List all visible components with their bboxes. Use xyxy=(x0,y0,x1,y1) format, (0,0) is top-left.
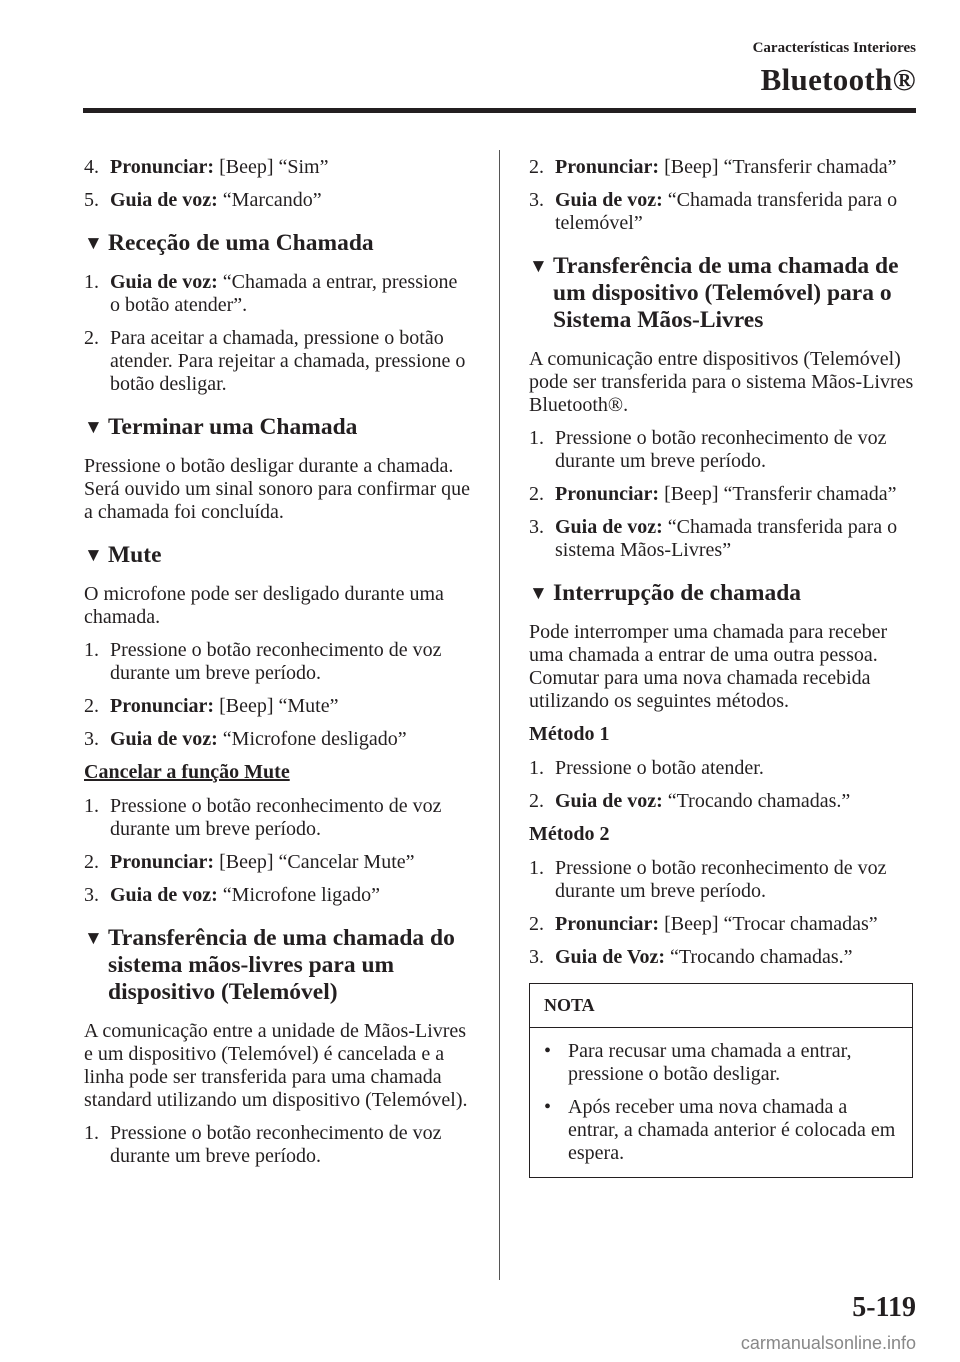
step-label: Pronunciar: xyxy=(110,156,215,178)
triangle-icon: ▼ xyxy=(529,256,548,277)
step-label: Guia de voz: xyxy=(555,189,663,211)
bullet-icon: • xyxy=(544,1096,552,1118)
step-number: 3. xyxy=(84,728,99,750)
step-number: 1. xyxy=(84,639,99,661)
heading-terminar: ▼ Terminar uma Chamada xyxy=(84,414,358,440)
page-number: 5-119 xyxy=(852,1292,916,1323)
step-text xyxy=(110,884,472,907)
step-number: 3. xyxy=(529,516,544,538)
step-number: 3. xyxy=(529,189,544,211)
step-number: 1. xyxy=(84,271,99,293)
step-body: Pressione o botão reconhecimento de voz durante um breve período. xyxy=(555,857,887,902)
step-text xyxy=(110,851,472,874)
step-body: “Chamada a entrar, pressione o botão atender”. xyxy=(110,271,458,316)
step-label: Guia de Voz: xyxy=(555,946,666,968)
steps-list xyxy=(84,271,472,396)
subheading-cancelar: Cancelar a função Mute xyxy=(84,761,290,783)
step-text xyxy=(555,516,921,562)
header-rule xyxy=(83,108,916,113)
steps-list xyxy=(84,1122,472,1168)
bullet-icon: • xyxy=(544,1040,552,1062)
heading-rececao: ▼ Receção de uma Chamada xyxy=(84,230,374,256)
step-item xyxy=(529,427,921,473)
step-item xyxy=(529,156,921,179)
step-item xyxy=(84,851,472,874)
step-text xyxy=(110,728,472,751)
step-text xyxy=(110,639,472,685)
step-text xyxy=(555,757,921,780)
step-body: [Beep] “Mute” xyxy=(214,695,339,717)
step-body: Pressione o botão reconhecimento de voz durante um breve período. xyxy=(110,639,442,684)
paragraph: Pode interromper uma chamada para receber uma chamada a entrar de uma outra pessoa. Comutar para uma nova chamada recebida utilizando os seguintes métodos. xyxy=(529,621,888,712)
step-body: [Beep] “Transferir chamada” xyxy=(659,156,897,178)
step-body: “Chamada transferida para o sistema Mãos-Livres” xyxy=(555,516,898,561)
step-item xyxy=(84,728,472,751)
step-body: “Trocando chamadas.” xyxy=(662,790,851,812)
step-label: Guia de voz: xyxy=(555,516,663,538)
steps-list xyxy=(84,639,472,751)
step-number: 2. xyxy=(529,913,544,935)
step-item xyxy=(84,639,472,685)
step-text xyxy=(555,913,921,936)
subheading-metodo-1: Método 1 xyxy=(529,723,610,745)
step-label: Guia de voz: xyxy=(110,189,218,211)
step-item xyxy=(529,757,921,780)
step-body: [Beep] “Transferir chamada” xyxy=(659,483,897,505)
note-body xyxy=(530,1028,912,1177)
chapter-title: Bluetooth® xyxy=(760,62,916,97)
column-divider xyxy=(499,150,500,1280)
step-number: 2. xyxy=(84,695,99,717)
step-text xyxy=(555,427,921,473)
right-column xyxy=(529,156,921,1178)
step-label: Pronunciar: xyxy=(555,483,660,505)
heading-mute: ▼ Mute xyxy=(84,542,162,568)
paragraph: Pressione o botão desligar durante a chamada. Será ouvido um sinal sonoro para confirmar que a chamada foi concluída. xyxy=(84,455,471,523)
step-body: [Beep] “Cancelar Mute” xyxy=(214,851,415,873)
step-number: 1. xyxy=(529,757,544,779)
step-item xyxy=(529,189,921,235)
step-number: 1. xyxy=(84,1122,99,1144)
step-body: Pressione o botão reconhecimento de voz durante um breve período. xyxy=(110,1122,442,1167)
step-number: 3. xyxy=(529,946,544,968)
step-item xyxy=(529,790,921,813)
steps-list xyxy=(529,757,921,813)
step-text xyxy=(555,857,921,903)
step-body: Pressione o botão reconhecimento de voz durante um breve período. xyxy=(110,795,442,840)
step-body: Pressione o botão atender. xyxy=(555,757,764,779)
step-item xyxy=(529,483,921,506)
step-text xyxy=(110,1122,472,1168)
step-number: 5. xyxy=(84,189,99,211)
step-body: “Chamada transferida para o telemóvel” xyxy=(555,189,898,234)
section-title: Características Interiores xyxy=(752,40,916,56)
step-item xyxy=(84,884,472,907)
step-text xyxy=(110,189,472,212)
watermark-link[interactable]: carmanualsonline.info xyxy=(740,1333,916,1353)
step-label: Pronunciar: xyxy=(555,913,660,935)
heading-transf-1: ▼ Transferência de uma chamada do sistema mãos-livres para um dispositivo (Telemóvel) xyxy=(84,925,455,1005)
subheading-metodo-2: Método 2 xyxy=(529,823,610,845)
step-number: 2. xyxy=(529,790,544,812)
step-number: 2. xyxy=(84,851,99,873)
step-label: Pronunciar: xyxy=(110,695,215,717)
step-number: 2. xyxy=(529,483,544,505)
step-body: “Microfone ligado” xyxy=(217,884,380,906)
triangle-icon: ▼ xyxy=(529,583,548,604)
step-number: 2. xyxy=(529,156,544,178)
step-body: “Trocando chamadas.” xyxy=(665,946,853,968)
step-number: 1. xyxy=(84,795,99,817)
step-number: 4. xyxy=(84,156,99,178)
step-label: Guia de voz: xyxy=(110,728,218,750)
note-title: NOTA xyxy=(530,984,912,1028)
step-item xyxy=(84,1122,472,1168)
paragraph: A comunicação entre dispositivos (Telemóvel) pode ser transferida para o sistema Mãos-Livres Bluetooth®. xyxy=(529,348,914,416)
step-item xyxy=(84,189,472,212)
step-text xyxy=(110,156,472,179)
paragraph: A comunicação entre a unidade de Mãos-Livres e um dispositivo (Telemóvel) é cancelada e a linha pode ser transferida para uma chamada standard utilizando um dispositivo (Telemóvel). xyxy=(84,1020,468,1111)
step-text xyxy=(110,327,472,396)
step-body: [Beep] “Sim” xyxy=(214,156,329,178)
step-label: Guia de voz: xyxy=(110,884,218,906)
step-text xyxy=(555,946,921,969)
step-body: Para aceitar a chamada, pressione o botão atender. Para rejeitar a chamada, pressione o botão desligar. xyxy=(110,327,466,395)
heading-interrupcao: ▼ Interrupção de chamada xyxy=(529,580,802,606)
paragraph: O microfone pode ser desligado durante uma chamada. xyxy=(84,583,444,628)
note-box xyxy=(529,983,913,1178)
left-column xyxy=(84,156,472,1178)
steps-list xyxy=(84,156,472,212)
triangle-icon: ▼ xyxy=(84,233,103,254)
step-number: 1. xyxy=(529,857,544,879)
step-body: Pressione o botão reconhecimento de voz durante um breve período. xyxy=(555,427,887,472)
step-text xyxy=(110,271,472,317)
step-label: Guia de voz: xyxy=(555,790,663,812)
steps-list xyxy=(84,795,472,907)
triangle-icon: ▼ xyxy=(84,545,103,566)
note-item: • Após receber uma nova chamada a entrar, a chamada anterior é colocada em espera. xyxy=(544,1096,896,1164)
step-text xyxy=(110,695,472,718)
step-item xyxy=(84,695,472,718)
step-item xyxy=(529,913,921,936)
step-item xyxy=(529,516,921,562)
step-label: Pronunciar: xyxy=(110,851,215,873)
step-item xyxy=(84,271,472,317)
steps-list xyxy=(529,857,921,969)
steps-list xyxy=(529,156,921,235)
step-body: “Marcando” xyxy=(217,189,322,211)
step-text xyxy=(555,189,921,235)
step-text xyxy=(555,156,921,179)
step-item xyxy=(529,946,921,969)
step-number: 1. xyxy=(529,427,544,449)
step-item xyxy=(84,795,472,841)
step-body: [Beep] “Trocar chamadas” xyxy=(659,913,878,935)
step-item xyxy=(84,156,472,179)
step-text xyxy=(110,795,472,841)
triangle-icon: ▼ xyxy=(84,928,103,949)
step-body: “Microfone desligado” xyxy=(217,728,407,750)
note-item: • Para recusar uma chamada a entrar, pressione o botão desligar. xyxy=(544,1040,852,1085)
step-number: 2. xyxy=(84,327,99,349)
triangle-icon: ▼ xyxy=(84,417,103,438)
steps-list xyxy=(529,427,921,562)
heading-transf-2: ▼ Transferência de uma chamada de um dispositivo (Telemóvel) para o Sistema Mãos-Livres xyxy=(529,253,899,333)
step-text xyxy=(555,790,921,813)
step-label: Pronunciar: xyxy=(555,156,660,178)
step-item xyxy=(84,327,472,396)
step-text xyxy=(555,483,921,506)
step-label: Guia de voz: xyxy=(110,271,218,293)
step-number: 3. xyxy=(84,884,99,906)
step-item xyxy=(529,857,921,903)
